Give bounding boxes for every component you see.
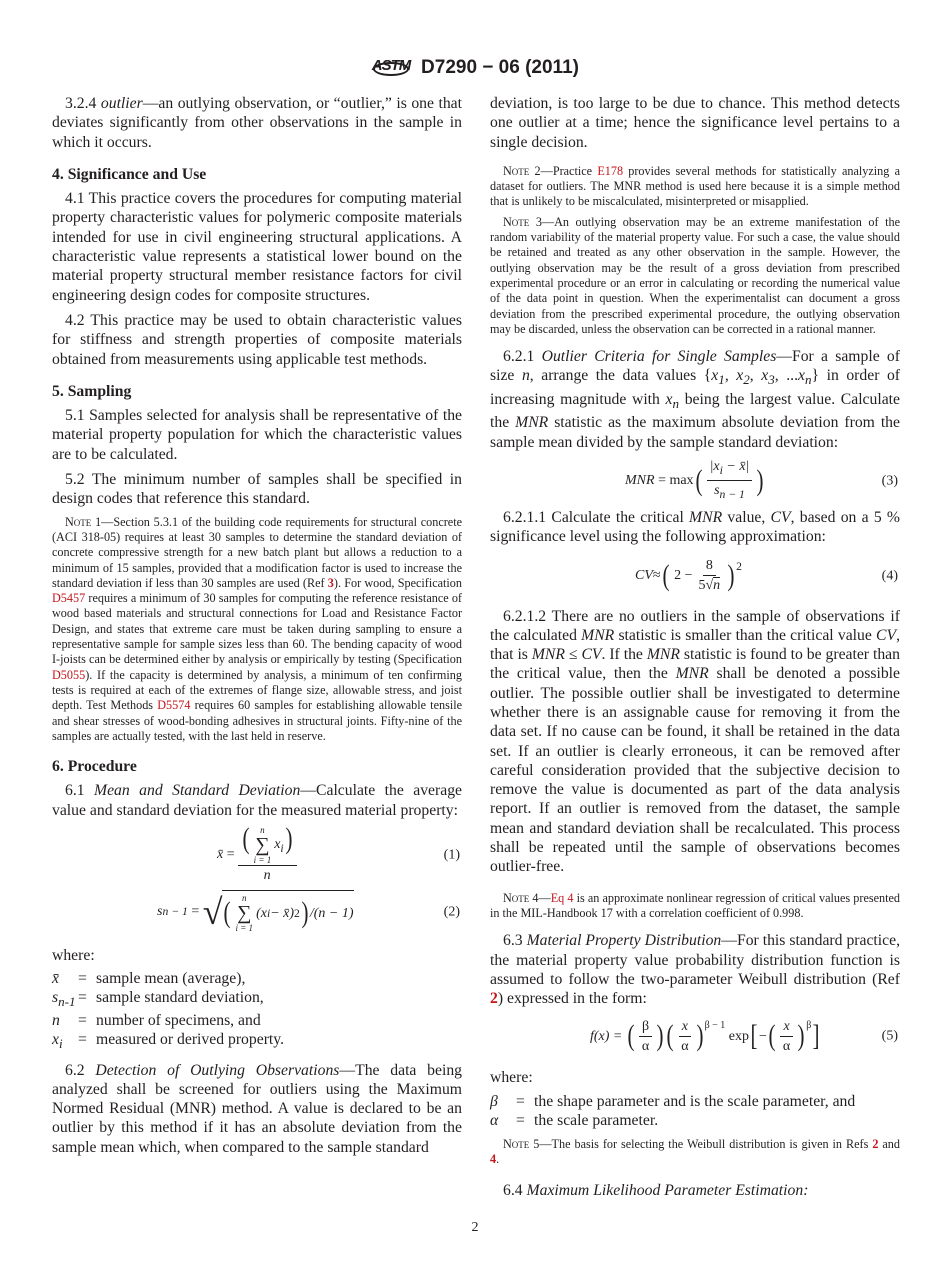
- equation-number: (3): [881, 473, 898, 489]
- symbol: β: [490, 1092, 498, 1110]
- symbol: x̄: [52, 970, 59, 988]
- sum-lower: i = 1: [253, 855, 272, 866]
- eq-lhs: f(x) =: [590, 1028, 623, 1044]
- definition-symbol: [52, 969, 78, 988]
- subscript: 2: [743, 372, 750, 388]
- definition-symbol: [52, 988, 78, 1011]
- eq-lhs: x̄: [217, 847, 224, 863]
- text-run: value,: [722, 508, 771, 526]
- text-run: 4.2 This practice may be used to obtain characteristic values for stiffness and strength properties of composite materials obtained from measurements using applicable test methods.: [52, 311, 462, 368]
- symbol-subscript: n-1: [58, 994, 76, 1010]
- eq-denominator: s: [714, 483, 720, 499]
- page-header: [0, 54, 950, 82]
- italic-text: Outlier Criteria for Single Samples: [541, 348, 777, 366]
- text-run: ,: [724, 367, 737, 385]
- italic-text: MNR: [675, 665, 709, 683]
- text-run: ). If the capacity is determined by analysis, a minimum of ten confirming tests is required at each of the extremes of flange size, allowable stress, and joist depth. Test Methods: [52, 667, 462, 713]
- subscript: 3: [768, 372, 775, 388]
- definition-text: number of specimens, and: [96, 1012, 261, 1030]
- text-run: , that is: [490, 626, 900, 664]
- italic-text: MNR: [515, 414, 549, 432]
- equals-sign: =: [78, 1012, 87, 1030]
- where-label: where:: [490, 1069, 533, 1087]
- equation-number: (2): [443, 904, 460, 920]
- text-run: ). For wood, Specification: [333, 575, 462, 590]
- section-heading: 4. Significance and Use: [52, 165, 207, 183]
- text-run: shall be denoted a possible outlier. The possible outlier shall be investigated to determine whether there is an assignable cause for removing it from the data set. If no cause can be found, it shall be retained in the data set. If an outlier is clearly erroneous, it can be removed after careful consideration provided that the subjective decision to remove the value is documented as part of the data analysis report. If an outlier is removed from the dataset, the sample mean and standard deviation shall be recalculated. This process shall be repeated until the sample of observations becomes outlier-free.: [490, 665, 901, 876]
- page-number: 2: [471, 1220, 479, 1235]
- definitions-list: [490, 1092, 900, 1130]
- eq-sign: =: [191, 904, 200, 920]
- eq-denominator: α: [681, 1038, 689, 1054]
- astm-logo: ASTM: [371, 57, 411, 74]
- text-run: , arrange the data values {: [529, 367, 712, 385]
- text-run: 5.2 The minimum number of samples shall be specified in design codes that reference this standard.: [52, 471, 462, 508]
- text-run: } in order of increasing magnitude with: [490, 367, 901, 408]
- equals-sign: =: [516, 1111, 525, 1129]
- eq-exponent: β: [806, 1020, 812, 1032]
- text-run: statistic as the maximum absolute deviation from the sample mean divided by the sample standard deviation:: [490, 414, 900, 451]
- note-3: [490, 215, 900, 337]
- definition-text: measured or derived property.: [96, 1031, 285, 1049]
- eq-term: − x̄): [270, 905, 295, 921]
- text-run: statistic is found to be greater than the critical value, then the: [490, 646, 900, 683]
- eq-exponent: β − 1: [704, 1020, 726, 1032]
- eq-lhs: MNR: [625, 473, 655, 489]
- text-run: 4—: [529, 890, 551, 905]
- italic-text: MNR: [646, 646, 680, 664]
- equation-number: (5): [881, 1028, 898, 1044]
- italic-text: MNR: [531, 646, 565, 664]
- eq-term: exp: [728, 1028, 750, 1044]
- text-run: .: [496, 1152, 500, 1167]
- eq-sub: n − 1: [719, 488, 745, 502]
- definitions-list: [52, 969, 462, 1053]
- section-heading: 6. Procedure: [52, 758, 137, 776]
- document-title: D7290 − 06 (2011): [421, 57, 579, 78]
- italic-text: CV: [581, 646, 602, 664]
- note-label: Note: [65, 514, 92, 529]
- paragraph-6-3: [490, 931, 900, 1008]
- eq-numerator: x: [679, 1017, 691, 1037]
- eq-sub: i: [280, 842, 284, 856]
- reference-link[interactable]: D5574: [157, 698, 191, 713]
- equation-5: f(x) = ( $\frac{\beta}{\alpha}$ ) ( $\frac{x}{\alpha}$ ) $^{\beta - 1}$ exp [ − ( $\frac{x}{\alpha}$ ) $^\beta$ ] (5): [490, 1014, 900, 1058]
- text-run: 6.4: [503, 1182, 527, 1200]
- eq-lhs: CV: [635, 567, 653, 583]
- definition-text: sample standard deviation,: [96, 989, 264, 1007]
- text-run: statistic is smaller than the critical value: [614, 626, 877, 644]
- symbol-subscript: i: [58, 1036, 63, 1052]
- ref-number-link[interactable]: 2: [490, 990, 498, 1008]
- equation-1: x̄ = ( n ∑ i = 1 $x_i$) n (1): [217, 822, 460, 884]
- text-run: is an approximate nonlinear regression of critical values presented in the MIL-Handbook 17 with a correlation coefficient of 0.998.: [490, 890, 900, 920]
- definition-text: the scale parameter.: [534, 1111, 659, 1129]
- eq-term: −: [759, 1028, 767, 1044]
- subscript: 1: [718, 372, 725, 388]
- paragraph-6-2-1-2: [490, 607, 900, 877]
- eq-sub: i: [719, 464, 723, 478]
- eq-sign: =: [226, 847, 235, 863]
- text-run: 6.2: [65, 1061, 96, 1079]
- eq-sign: ≈: [652, 567, 661, 583]
- ref-number-link[interactable]: 2: [872, 1136, 879, 1151]
- symbol: s: [52, 989, 59, 1007]
- equation-3: MNR = max ( $\frac{|x_i - x̄|}{s_{n - 1}}$ ) (3): [625, 459, 898, 502]
- text-run: being the largest value. Calculate the: [490, 390, 901, 432]
- paragraph-6-2: [52, 1061, 462, 1157]
- italic-text: outlier: [100, 95, 143, 112]
- text-run: —The data being analyzed shall be screened for outliers using the Maximum Normed Residual (MNR) method. A value is declared to be an outlier by this method if it has an absolute deviation from the sample mean which, when compared to the sample standard: [52, 1061, 463, 1156]
- eq-denominator: α: [641, 1038, 650, 1054]
- eq-numerator: x: [780, 1017, 792, 1037]
- definition-symbol: [490, 1111, 516, 1130]
- note-5: [490, 1137, 900, 1168]
- text-run: , based on a 5 % significance level using the following approximation:: [490, 508, 900, 546]
- section-heading: 5. Sampling: [52, 382, 132, 400]
- paragraph-5-2: [52, 470, 462, 509]
- definition-text: the shape parameter and is the scale parameter, and: [534, 1092, 856, 1110]
- text-run: and: [878, 1136, 900, 1151]
- sum-upper: n: [260, 825, 265, 836]
- text-run: —For a sample of size: [490, 348, 900, 385]
- equation-2: s n − 1 = √ ( n ∑ i = 1 (x i − x̄) 2 ) /(n − 1) (2): [157, 891, 460, 934]
- text-run: —For this standard practice, the material property value probability distribution function is assumed to follow the two-parameter Weibull distribution (Ref: [490, 932, 900, 988]
- italic-text: x: [736, 367, 744, 385]
- text-run: ,: [749, 367, 762, 385]
- text-run: 6.2.1.1 Calculate the critical: [503, 508, 690, 526]
- text-run: 4.1 This practice covers the procedures for computing material property characteristic values for polymeric composite materials intended for use in civil engineering structural applications. A characteristic value represents a statistical lower bound on the material property structural member resistance factors for civil engineering design codes for composite structures.: [52, 190, 462, 304]
- eq-sign: = max: [658, 473, 694, 489]
- symbol: x: [52, 1031, 59, 1049]
- equals-sign: =: [78, 970, 87, 988]
- paragraph-4-2: [52, 311, 462, 369]
- text-run: provides several methods for statistically analyzing a dataset for outliers. The MNR method is used here because it is a simple method that is unlikely to be miscalculated, misinterpreted or misapplied.: [490, 163, 900, 209]
- italic-text: x: [798, 367, 805, 385]
- eq-exponent: 2: [736, 559, 742, 573]
- text-run: 6.1: [65, 782, 95, 800]
- equals-sign: =: [516, 1092, 525, 1110]
- italic-text: MNR: [581, 626, 615, 644]
- text-run: requires 60 samples for establishing allowable tensile and shear stresses of wood-bonding adhesives in structural joints. Fifty-nine of the samples are actually tested, with the last held in reserve.: [52, 698, 462, 743]
- italic-text: Material Property Distribution: [526, 932, 722, 950]
- paragraph-6-4: [490, 1181, 900, 1200]
- italic-text: x: [665, 390, 673, 408]
- italic-text: n: [521, 367, 530, 385]
- definition-text: sample mean (average),: [96, 970, 246, 988]
- eq-denominator: n: [263, 868, 271, 884]
- note-label: Note: [503, 890, 530, 905]
- text-run: 3—An outlying observation may be an extreme manifestation of the random variability of the material property value. For such a case, the value should be retained and treated as any other observation in the sample. However, the outlying observation may be the result of a gross deviation from prescribed experimental procedure or an error in calculating or recording the numerical value of the data point in question. When the experimentalist can document a gross deviation from the prescribed experimental procedure, the outlying observation may be discarded, unless the observation can be corrected in a rational manner.: [490, 214, 900, 336]
- eq-term: /(n − 1): [309, 905, 354, 921]
- right-column: [490, 94, 900, 1207]
- text-run: requires a minimum of 30 samples for computing the reference resistance of wood based materials and structural connections for Load and Resistance Factor Design, and states that extreme care must be taken during sampling to ensure a representative sample for sample sizes less than 60. The bending capacity of wood I-joists can be determined either by analysis or empirically by testing (Specification: [52, 591, 462, 667]
- text-run: —Calculate the average value and standard deviation for the measured material property:: [52, 782, 463, 819]
- note-label: Note: [503, 1136, 530, 1151]
- text-run: 6.3: [503, 932, 527, 950]
- definition-outlier: [52, 94, 462, 152]
- italic-text: CV: [876, 626, 897, 644]
- ref-number-link[interactable]: 3: [327, 575, 334, 590]
- italic-text: Detection of Outlying Observations: [95, 1061, 340, 1079]
- eq-numerator: 8: [703, 556, 716, 576]
- text-run: 5—The basis for selecting the Weibull distribution is given in Refs: [529, 1136, 873, 1151]
- sum-lower: i = 1: [235, 923, 254, 934]
- italic-text: x: [711, 367, 719, 385]
- subscript: n: [672, 396, 680, 412]
- reference-link[interactable]: E178: [597, 163, 624, 178]
- italic-text: Mean and Standard Deviation: [94, 782, 301, 800]
- equation-number: (4): [881, 567, 898, 583]
- symbol: α: [490, 1111, 499, 1129]
- eq-exponent: 2: [294, 906, 300, 920]
- ref-number-link[interactable]: 4: [490, 1152, 497, 1167]
- text-run: ≤: [564, 646, 582, 664]
- text-run: 1—Section 5.3.1 of the building code requirements for structural concrete (ACI 318-05) requires at least 30 samples to determine the standard deviation of concrete compressive strength for a new batch plant but allows a reduction to a minimum of 15 samples, provided that a modification factor is used to increase the standard deviation if less than 30 samples are used (Ref: [52, 514, 462, 590]
- paragraph-6-2-1: [490, 347, 900, 452]
- text-run: 5.1 Samples selected for analysis shall be representative of the material property population for which the characteristic values are to be calculated.: [52, 407, 462, 463]
- eq-term: n: [713, 578, 721, 594]
- text-run: —an outlying observation, or “outlier,” is one that deviates significantly from other observations in the sample in which it occurs.: [52, 95, 462, 151]
- eq-term: (x: [256, 905, 267, 921]
- eq-sub: i: [266, 906, 271, 920]
- sum-upper: n: [242, 893, 247, 904]
- reference-link[interactable]: D5055: [52, 667, 86, 682]
- where-label: where:: [52, 946, 95, 964]
- equals-sign: =: [78, 1031, 87, 1049]
- italic-text: MNR: [689, 508, 723, 526]
- sum-symbol: ∑: [237, 902, 252, 925]
- text-run: ) expressed in the form:: [497, 990, 647, 1008]
- italic-text: x: [761, 367, 769, 385]
- equation-number: (1): [443, 847, 460, 863]
- left-column: [52, 94, 462, 1163]
- eq-denominator: α: [782, 1038, 791, 1054]
- note-label: Note: [503, 163, 530, 178]
- text-run: 2—Practice: [529, 163, 598, 178]
- eq-term: 5: [698, 578, 706, 594]
- italic-text: Maximum Likelihood Parameter Estimation:: [526, 1182, 809, 1200]
- paragraph-5-1: [52, 406, 462, 464]
- note-4: [490, 891, 900, 922]
- definition-symbol: [52, 1011, 78, 1030]
- eq-term: − x̄|: [722, 459, 750, 475]
- text-run: 6.2.1.2 There are no outliers in the sample of observations if the calculated: [490, 607, 900, 644]
- sum-symbol: ∑: [255, 834, 270, 857]
- definition-symbol: [490, 1092, 516, 1111]
- text-run: deviation, is too large to be due to chance. This method detects one outlier at a time; hence the significance level pertains to a single decision.: [490, 95, 900, 151]
- paragraph-4-1: [52, 189, 462, 305]
- italic-text: CV: [770, 508, 791, 526]
- equation-4: CV ≈ ( 2 − $\frac{8}{5√n}$ ) $^2$ (4): [635, 557, 898, 594]
- note-1: [52, 515, 462, 744]
- text-run: . If the: [601, 646, 647, 664]
- eq-term: 2 −: [674, 567, 693, 583]
- eq-term: x: [274, 837, 281, 853]
- note-2: [490, 164, 900, 210]
- subscript: n: [804, 372, 812, 388]
- eq-numerator: β: [639, 1017, 652, 1037]
- paragraph-6-1: [52, 781, 462, 820]
- paragraph-6-2-continued: [490, 94, 900, 152]
- equals-sign: =: [78, 989, 87, 1007]
- text-run: 3.2.4: [65, 95, 101, 112]
- note-label: Note: [503, 214, 530, 229]
- text-run: , ...: [774, 367, 799, 385]
- paragraph-6-2-1-1: [490, 508, 900, 547]
- text-run: 6.2.1: [503, 348, 542, 366]
- eq-term: |x: [709, 459, 720, 475]
- eq-sub: n − 1: [162, 905, 188, 919]
- definition-symbol: [52, 1030, 78, 1053]
- symbol: n: [52, 1012, 60, 1030]
- reference-link[interactable]: D5457: [52, 591, 86, 606]
- reference-link[interactable]: Eq 4: [550, 890, 574, 905]
- eq-lhs: s: [157, 904, 163, 920]
